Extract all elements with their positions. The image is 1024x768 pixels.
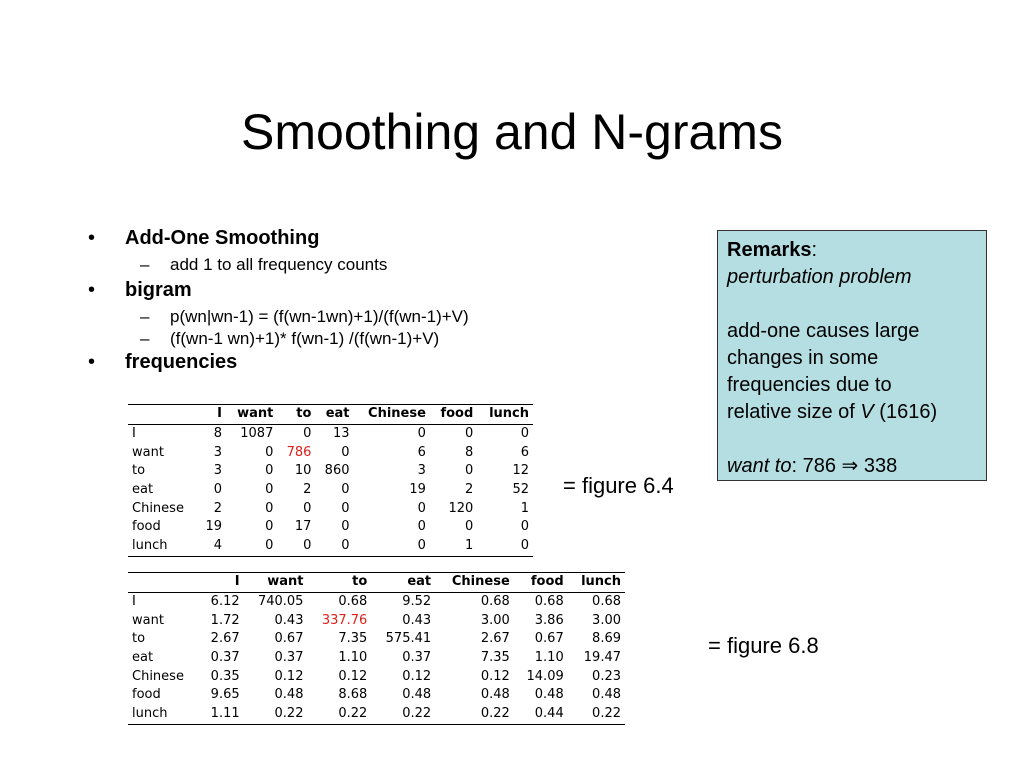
table-cell: 0.68 [338,594,368,610]
table-cell: 0 [213,482,222,498]
figure-6-4-label: = figure 6.4 [563,473,674,498]
column-header: eat [371,573,435,593]
table-cell: 0 [315,537,353,556]
remarks-line-4b: (1616) [873,401,938,423]
table-cell: 0.37 [210,650,240,666]
row-label: Chinese [132,500,184,516]
table-cell: 0.12 [480,668,510,684]
bullet-bigram [88,278,648,302]
row-label: Chinese [132,668,184,684]
table-cell: 0 [341,482,350,498]
table-row [128,649,625,668]
table-cell: 3 [213,444,222,460]
table-cell: 1 [430,537,477,556]
table-cell: 0.35 [210,668,240,684]
bullet-frequencies [88,350,648,374]
table-cell: 0 [265,444,274,460]
table-cell: 337.76 [321,612,368,628]
table-row [128,667,625,686]
table-cell: 9.52 [402,594,432,610]
column-header: lunch [477,405,533,425]
table-cell: 0 [341,519,350,535]
bullet-dot: • [88,351,96,373]
table-cell: 0 [520,426,529,442]
figure-6-8-label: = figure 6.8 [708,633,819,658]
column-header: food [430,405,477,425]
remarks-box [717,230,987,481]
table-cell: 740.05 [257,594,304,610]
column-header: want [244,573,308,593]
table-cell: 0 [477,537,533,556]
remarks-v: V [860,401,874,423]
table-cell: 3 [417,463,426,479]
table-cell: 0 [265,482,274,498]
table-cell: 0 [417,519,426,535]
table-cell: 0.23 [592,668,621,684]
column-header: Chinese [354,405,430,425]
table-cell: 0.43 [402,612,432,628]
table-cell: 2 [213,500,222,516]
remarks-want-to-rest: : 786 ⇒ 338 [791,455,898,477]
table-cell: 0.22 [371,705,435,724]
formula-adjusted-count [88,328,648,350]
table-cell: 120 [448,500,474,516]
column-header: to [277,405,315,425]
table-cell: 0.37 [402,650,432,666]
table-cell: 0 [465,426,474,442]
table-cell: 0.43 [274,612,304,628]
bullet-list [88,226,648,378]
table-cell: 0.68 [592,594,621,610]
table-row [128,499,533,518]
page-title: Smoothing and N-grams [241,104,783,160]
sub-bullet-add-one [88,254,648,276]
row-label: food [132,687,161,703]
table-cell: 0 [354,537,430,556]
table-cell: 1.72 [210,612,240,628]
table-cell: 0.12 [274,668,304,684]
bullet-add-one-text: Add-One Smoothing [125,227,320,249]
table-cell: 2 [303,482,312,498]
table-cell: 0.44 [514,705,568,724]
table-row [128,537,533,556]
table-cell: 9.65 [210,687,240,703]
table-cell: 7.35 [338,631,368,647]
remarks-heading: Remarks [727,239,812,261]
table-cell: 12 [512,463,529,479]
row-label: I [132,594,136,610]
column-header [128,573,200,593]
table-cell: 860 [324,463,350,479]
table-row [128,518,533,537]
table-cell: 0 [303,500,312,516]
table-cell: 4 [198,537,226,556]
table-cell: 19 [205,519,222,535]
bullet-dot: • [88,227,96,249]
add-one-count-table [128,572,625,725]
row-label: food [132,519,161,535]
column-header: I [198,405,226,425]
table-cell: 6 [417,444,426,460]
table-cell: 8 [213,426,222,442]
table-cell: 17 [294,519,312,535]
table-row [128,686,625,705]
formula-probability-text: p(wn|wn-1) = (f(wn-1wn)+1)/(f(wn-1)+V) [170,307,469,326]
bigram-count-table [128,404,533,557]
table-cell: 0 [265,463,274,479]
table-cell: 3.00 [592,612,621,628]
formula-adjusted-count-text: (f(wn-1 wn)+1)* f(wn-1) /(f(wn-1)+V) [170,329,440,348]
table-cell: 8 [465,444,474,460]
table-row [128,592,625,611]
table-cell: 1.11 [200,705,244,724]
remarks-problem: perturbation problem [727,266,912,288]
bullet-add-one [88,226,648,250]
table-cell: 0.22 [435,705,514,724]
table-cell: 7.35 [480,650,510,666]
column-header: I [200,573,244,593]
table-cell: 0 [465,519,474,535]
row-label: to [132,631,146,647]
column-header: to [307,573,371,593]
table-cell: 0.22 [568,705,625,724]
table-row [128,424,533,443]
table-cell: 0.37 [274,650,304,666]
row-label: to [132,463,146,479]
table-cell: 0.48 [592,687,621,703]
table-cell: 0.22 [307,705,371,724]
row-label: I [132,426,136,442]
remarks-line-2: changes in some [727,347,879,369]
table-cell: 2.67 [480,631,510,647]
row-label: eat [132,650,154,666]
table-cell: 8.68 [338,687,368,703]
table-cell: 2.67 [210,631,240,647]
table-cell: 0.12 [402,668,432,684]
column-header: lunch [568,573,625,593]
remarks-line-4a: relative size of [727,401,861,423]
bullet-frequencies-text: frequencies [125,351,238,373]
table-cell: 8.69 [592,631,621,647]
row-label: eat [132,482,154,498]
remarks-colon: : [811,239,818,261]
table-cell: 0 [341,444,350,460]
table-cell: 3.86 [534,612,564,628]
table-cell: 3.00 [480,612,510,628]
sub-bullet-add-one-text: add 1 to all frequency counts [170,255,388,274]
sub-bullet-dash: – [140,307,150,326]
row-label: lunch [128,537,198,556]
sub-bullet-dash: – [140,329,150,348]
table-header-row [128,573,625,593]
table-cell: 0.67 [274,631,304,647]
table-cell: 19.47 [583,650,621,666]
table-cell: 0 [277,537,315,556]
table-cell: 6 [520,444,529,460]
table-cell: 0.67 [534,631,564,647]
remarks-want-to-line [727,453,979,480]
table-cell: 1087 [240,426,274,442]
table-cell: 0.48 [480,687,510,703]
table-cell: 0 [465,463,474,479]
table-row [128,705,625,724]
table-cell: 0.68 [534,594,564,610]
table-header-row [128,405,533,425]
row-label: lunch [128,705,200,724]
bullet-dot: • [88,279,96,301]
table-cell: 0 [417,500,426,516]
formula-probability [88,306,648,328]
table-cell: 0.22 [244,705,308,724]
table-cell: 0 [265,500,274,516]
table-cell: 10 [294,463,312,479]
table-cell: 0 [226,537,277,556]
column-header: eat [315,405,353,425]
table-cell: 0.48 [274,687,304,703]
remarks-line-1: add-one causes large [727,320,920,342]
remarks-line-3: frequencies due to [727,374,892,396]
table-row [128,462,533,481]
remarks-line-4 [727,399,979,426]
column-header [128,405,198,425]
table-cell: 0 [303,426,312,442]
table-cell: 52 [512,482,529,498]
bullet-bigram-text: bigram [125,279,192,301]
table-cell: 0.68 [480,594,510,610]
table-cell: 0 [341,500,350,516]
table-cell: 6.12 [210,594,240,610]
row-label: want [132,444,164,460]
table-cell: 14.09 [526,668,564,684]
table-cell: 0.48 [534,687,564,703]
table-cell: 0 [417,426,426,442]
remarks-want-to: want to [727,455,792,477]
column-header: want [226,405,277,425]
table-cell: 13 [332,426,350,442]
table-cell: 1.10 [534,650,564,666]
table-cell: 0.12 [338,668,368,684]
table-row [128,481,533,500]
table-cell: 1.10 [338,650,368,666]
table-row [128,611,625,630]
table-cell: 2 [465,482,474,498]
row-label: want [132,612,164,628]
table-cell: 3 [213,463,222,479]
table-cell: 19 [409,482,426,498]
table-cell: 1 [520,500,529,516]
table-row [128,443,533,462]
table-cell: 0 [265,519,274,535]
table-cell: 0 [520,519,529,535]
sub-bullet-dash: – [140,255,150,274]
table-cell: 786 [286,444,312,460]
column-header: food [514,573,568,593]
column-header: Chinese [435,573,514,593]
table-cell: 0.48 [402,687,432,703]
table-row [128,630,625,649]
table-cell: 575.41 [385,631,432,647]
